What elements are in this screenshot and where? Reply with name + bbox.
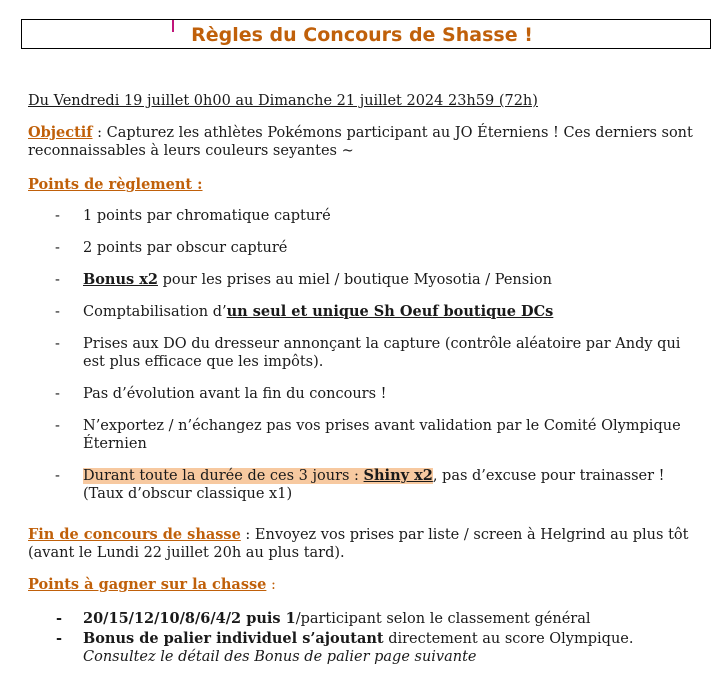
objective-text: : Capturez les athlètes Pokémons participant au JO Éterniens ! Ces derniers sont reconnaissables à leurs couleurs seyantes ~ — [28, 125, 693, 159]
gain-note: Consultez le détail des Bonus de palier page suivante — [83, 649, 477, 665]
text-cursor — [172, 20, 174, 32]
contest-dates: Du Vendredi 19 juillet 0h00 au Dimanche 21 juillet 2024 23h59 (72h) — [28, 93, 538, 109]
dash-bullet: - — [55, 240, 60, 256]
rule-bold: Shiny x2 — [363, 467, 433, 484]
gains-heading: Points à gagner sur la chasse — [28, 576, 267, 593]
gain-bold: 20/15/12/10/8/6/4/2 puis 1 — [83, 610, 296, 627]
title-box — [21, 19, 711, 49]
rule-text: Prises aux DO du dresseur annonçant la capture (contrôle aléatoire par Andy qui est plus efficace que les impôts). — [83, 336, 681, 370]
list-item — [28, 385, 698, 403]
dash-bullet: - — [55, 336, 60, 352]
objective-label: Objectif — [28, 124, 93, 141]
dash-bullet: - — [55, 418, 60, 434]
list-item — [28, 630, 698, 666]
list-item — [28, 417, 698, 453]
rule-text: 1 points par chromatique capturé — [83, 208, 331, 224]
dash-bullet: - — [55, 468, 60, 484]
rule-bold: Bonus x2 — [83, 271, 158, 288]
rule-text: 2 points par obscur capturé — [83, 240, 288, 256]
list-item — [28, 303, 698, 321]
rules-heading: Points de règlement : — [28, 176, 203, 193]
dash-bullet: - — [55, 304, 60, 320]
end-text: : Envoyez vos prises par liste / screen à Helgrind au plus tôt (avant le Lundi 22 juillet 20h au plus tard). — [28, 527, 689, 561]
dash-bullet: - — [55, 208, 60, 224]
rule-text: N’exportez / n’échangez pas vos prises avant validation par le Comité Olympique Éternien — [83, 418, 681, 452]
gain-bold: Bonus de palier individuel s’ajoutant — [83, 630, 384, 647]
list-item — [28, 239, 698, 257]
list-item — [28, 610, 698, 628]
gain-text: directement au score Olympique. — [383, 631, 634, 647]
rule-text: , pas d’excuse pour trainasser ! (Taux d’obscur classique x1) — [83, 468, 665, 502]
objective-paragraph — [28, 124, 698, 160]
rule-bold: un seul et unique Sh Oeuf boutique DCs — [226, 303, 554, 320]
dash-bullet: - — [56, 630, 63, 647]
page-title: Règles du Concours de Shasse ! — [191, 24, 533, 46]
list-item — [28, 467, 698, 503]
gains-list — [28, 610, 698, 666]
end-paragraph — [28, 526, 698, 562]
end-label: Fin de concours de shasse — [28, 526, 241, 543]
list-item — [28, 271, 698, 289]
dash-bullet: - — [55, 272, 60, 288]
rule-highlight: Durant toute la durée de ces 3 jours : — [83, 468, 364, 484]
dash-bullet: - — [55, 386, 60, 402]
gains-colon: : — [266, 577, 276, 593]
rules-list — [28, 207, 698, 503]
gain-text: /participant selon le classement général — [295, 611, 591, 627]
rule-text: Comptabilisation d’ — [83, 304, 227, 320]
rule-text: Pas d’évolution avant la fin du concours ! — [83, 386, 387, 402]
list-item — [28, 207, 698, 225]
rule-text: pour les prises au miel / boutique Myosotia / Pension — [157, 272, 552, 288]
dash-bullet: - — [56, 610, 63, 627]
gains-heading-line — [28, 576, 276, 594]
list-item — [28, 335, 698, 371]
